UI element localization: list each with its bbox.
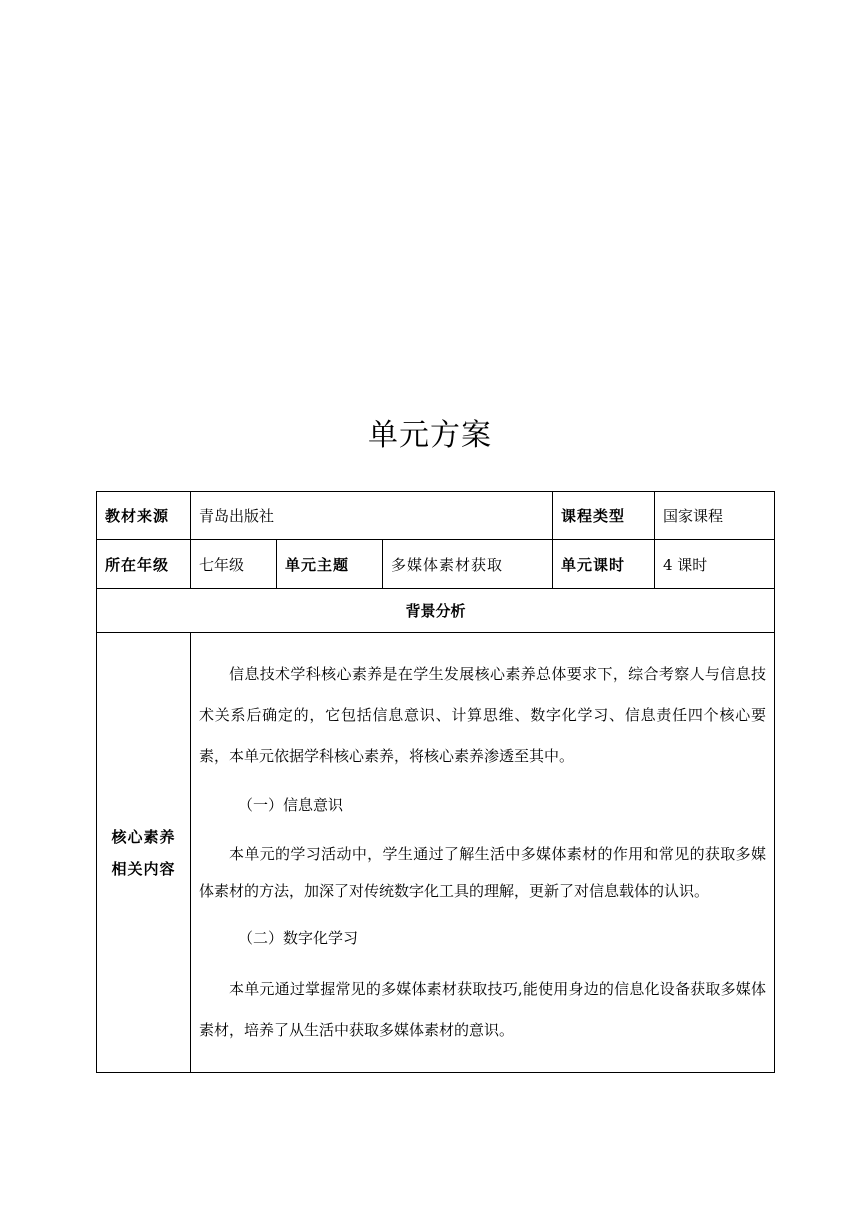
background-analysis-header: 背景分析 (97, 589, 775, 633)
paragraph-information-awareness: 本单元的学习活动中，学生通过了解生活中多媒体素材的作用和常见的获取多媒体素材的方法，加深了对传统数字化工具的理解，更新了对信息载体的认识。 (199, 845, 766, 900)
table-row-source (97, 492, 775, 540)
paragraph-intro: 信息技术学科核心素养是在学生发展核心素养总体要求下，综合考察人与信息技术关系后确定的，它包括信息意识、计算思维、数字化学习、信息责任四个核心要素，本单元依据学科核心素养，将核心素养渗透至其中。 (199, 665, 766, 765)
subheading-digital-learning: （二）数字化学习 (238, 929, 359, 947)
table-row-core-literacy (97, 633, 775, 1073)
label-textbook-source: 教材来源 (97, 492, 191, 540)
label-course-type: 课程类型 (553, 492, 655, 540)
label-unit-theme: 单元主题 (277, 540, 383, 589)
value-textbook-source: 青岛出版社 (191, 492, 553, 540)
value-grade: 七年级 (191, 540, 277, 589)
value-unit-hours: 4 课时 (655, 540, 775, 589)
table-row-grade (97, 540, 775, 589)
core-literacy-content (191, 633, 775, 1073)
label-core-literacy-line1: 核心素养 (111, 827, 176, 846)
label-grade: 所在年级 (97, 540, 191, 589)
unit-plan-table (96, 491, 775, 1073)
label-unit-hours: 单元课时 (553, 540, 655, 589)
subheading-information-awareness: （一）信息意识 (238, 796, 344, 814)
value-unit-theme: 多媒体素材获取 (383, 540, 553, 589)
value-course-type: 国家课程 (655, 492, 775, 540)
paragraph-digital-learning: 本单元通过掌握常见的多媒体素材获取技巧,能使用身边的信息化设备获取多媒体素材，培养了从生活中获取多媒体素材的意识。 (199, 980, 766, 1039)
document-title: 单元方案 (368, 418, 492, 453)
label-core-literacy (97, 633, 191, 1073)
table-row-background-header (97, 589, 775, 633)
label-core-literacy-line2: 相关内容 (111, 859, 176, 878)
